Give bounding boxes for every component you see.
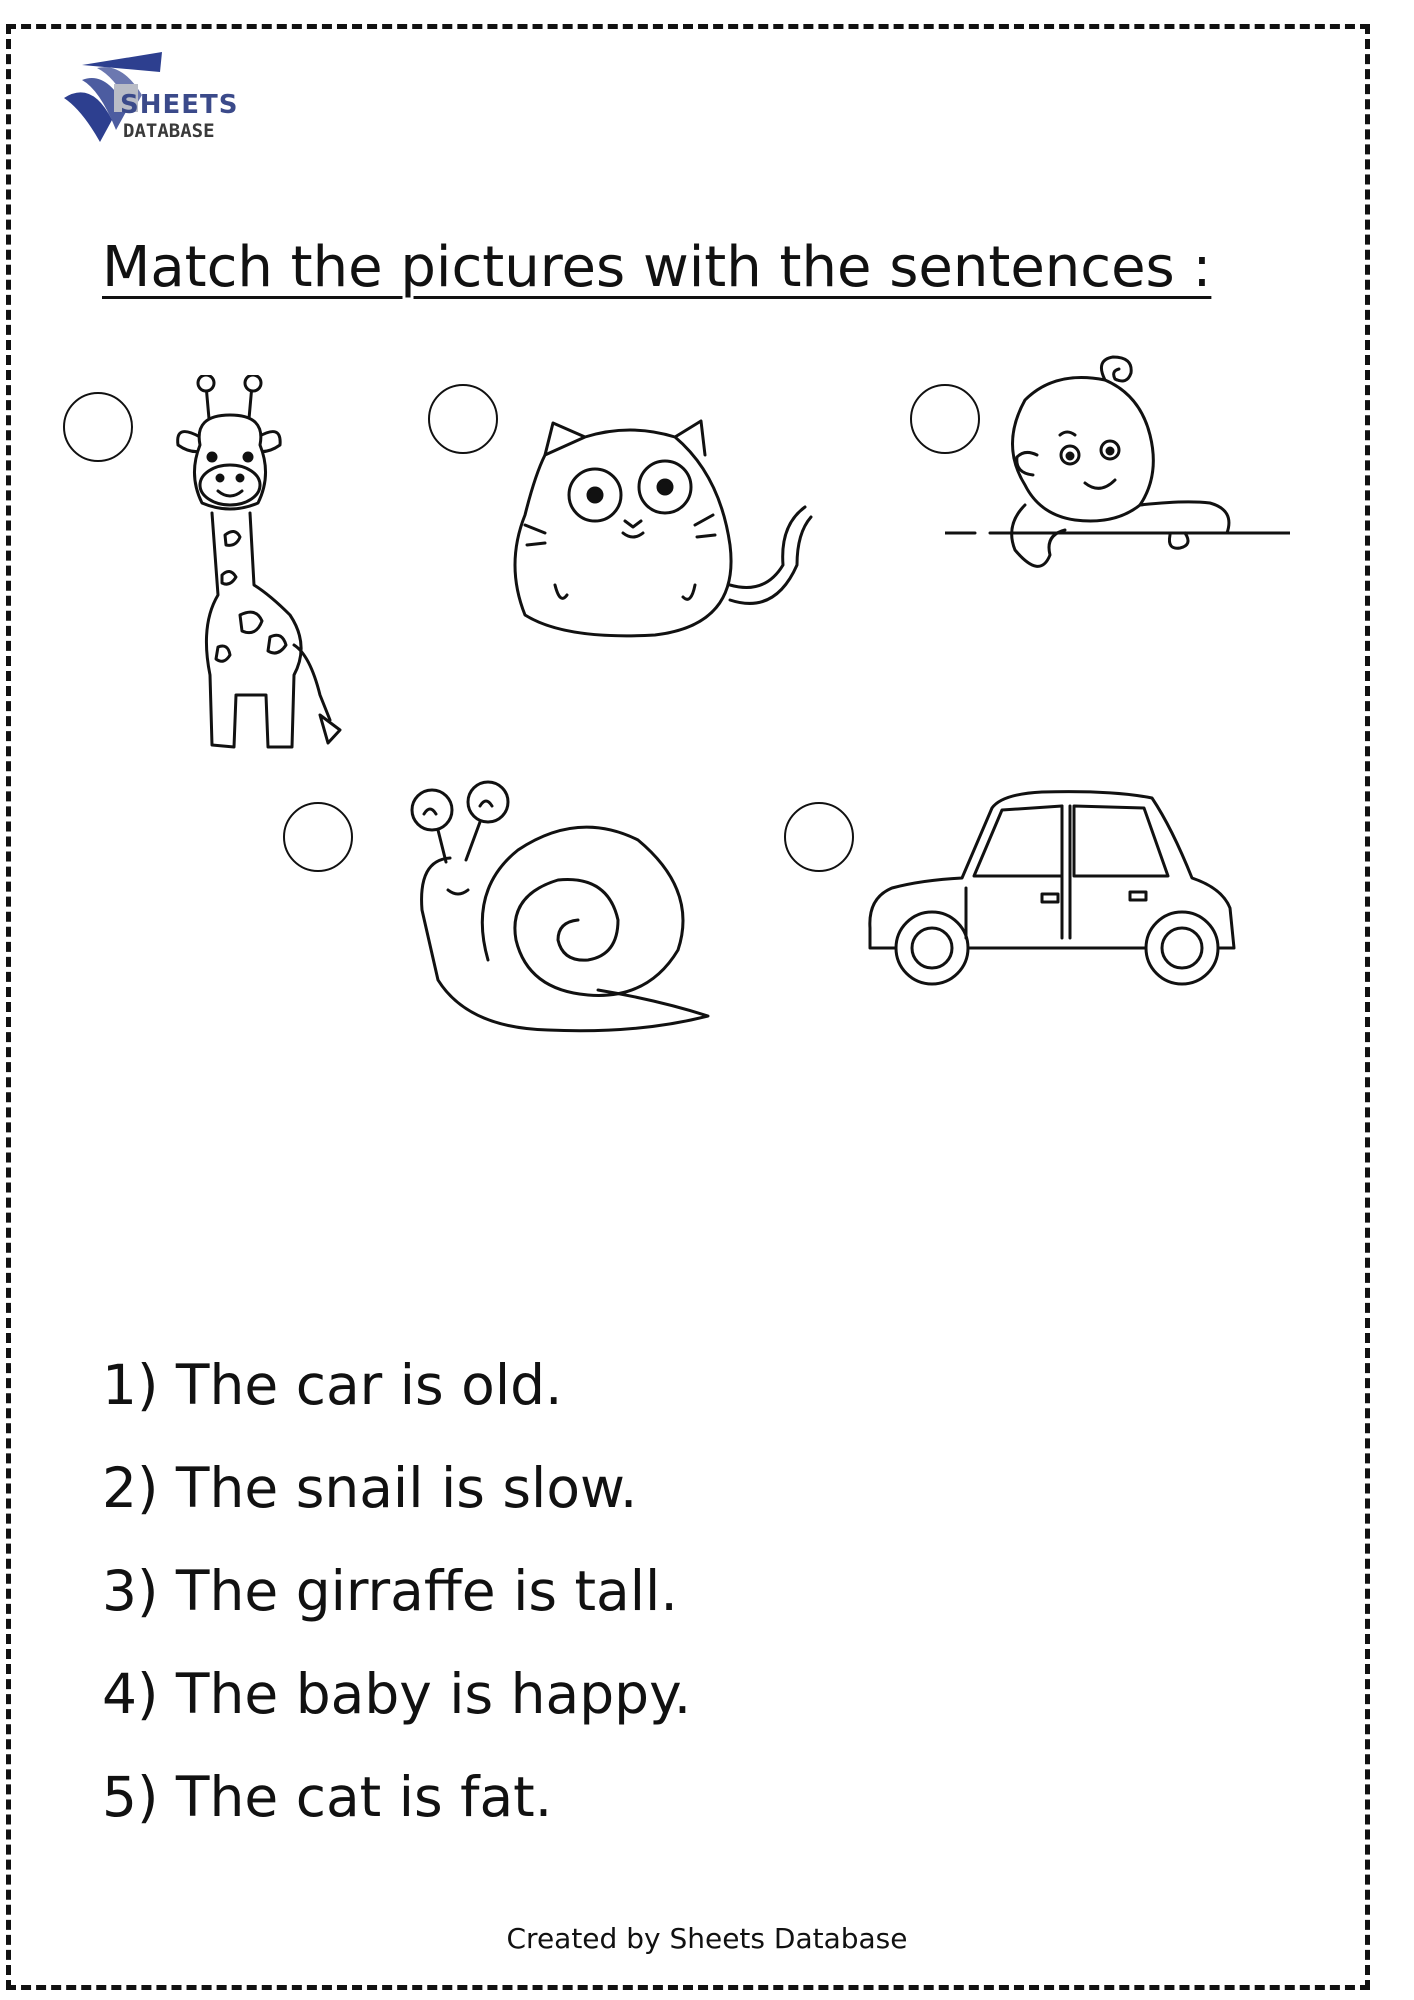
- answer-circle-giraffe[interactable]: [63, 392, 133, 462]
- answer-circle-car[interactable]: [784, 802, 854, 872]
- sentence-item: 2) The snail is slow.: [102, 1456, 638, 1520]
- baby-icon: [945, 355, 1290, 595]
- snail-icon: [408, 780, 720, 1040]
- sentence-item: 1) The car is old.: [102, 1353, 563, 1417]
- logo-wordmark-top: SHEETS: [120, 90, 239, 120]
- giraffe-icon: [170, 375, 400, 760]
- sentence-item: 3) The girraffe is tall.: [102, 1559, 678, 1623]
- cat-icon: [505, 415, 815, 655]
- sentence-item: 4) The baby is happy.: [102, 1662, 692, 1726]
- sentence-list: [102, 1350, 691, 1865]
- footer-credit: Created by Sheets Database: [506, 1922, 908, 1955]
- answer-circle-cat[interactable]: [428, 384, 498, 454]
- logo-wordmark-bottom: DATABASE: [123, 120, 215, 142]
- sentence-item: 5) The cat is fat.: [102, 1765, 553, 1829]
- answer-circle-snail[interactable]: [283, 802, 353, 872]
- car-icon: [862, 788, 1240, 990]
- page-title: Match the pictures with the sentences :: [102, 235, 1212, 300]
